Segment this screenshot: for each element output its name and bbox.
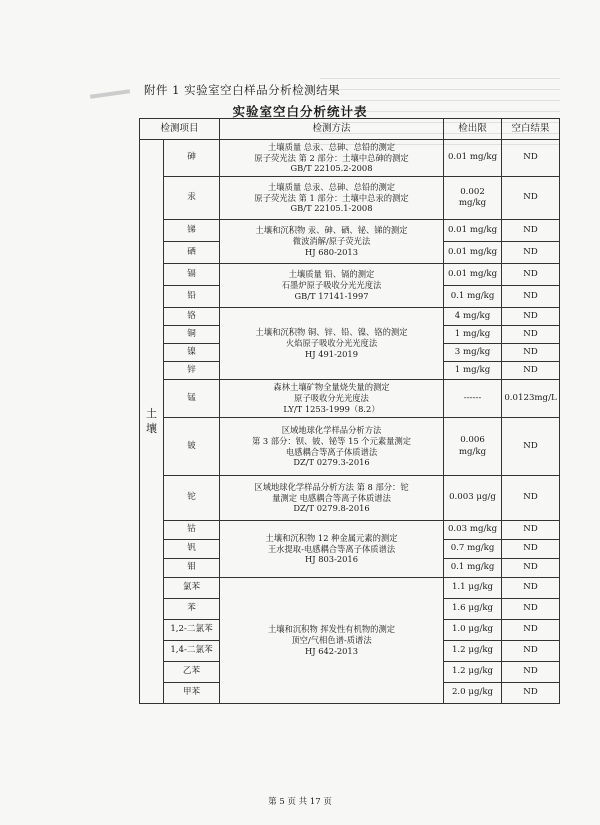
limit-cell: 0.1 mg/kg xyxy=(444,559,502,578)
limit-cell: 0.01 mg/kg xyxy=(444,264,502,286)
method-line: 原子荧光法 第 2 部分：土壤中总砷的测定 xyxy=(254,152,409,163)
method-cell xyxy=(220,220,444,264)
limit-cell: 1.6 μg/kg xyxy=(444,599,502,620)
item-cell: 砷 xyxy=(164,140,220,177)
method-line: 土壤和沉积物 挥发性有机物的测定 xyxy=(267,624,396,635)
result-cell: ND xyxy=(502,521,560,540)
limit-cell: 0.003 μg/g xyxy=(444,476,502,521)
item-cell: 铅 xyxy=(164,286,220,308)
appendix-title: 附件 1 实验室空白样品分析检测结果 xyxy=(144,83,341,97)
method-cell xyxy=(220,380,444,418)
item-cell: 铍 xyxy=(164,418,220,476)
table-row xyxy=(140,476,560,521)
method-line: HJ 680-2013 xyxy=(305,246,358,257)
limit-cell: 0.03 mg/kg xyxy=(444,521,502,540)
method-line: 区域地球化学样品分析方法 第 8 部分：铊 xyxy=(254,481,409,492)
table-row xyxy=(140,220,560,242)
result-cell: ND xyxy=(502,620,560,641)
method-line: 土壤和沉积物 铜、锌、铅、镍、铬的测定 xyxy=(255,327,408,338)
table-row xyxy=(140,177,560,220)
limit-cell: 1.2 μg/kg xyxy=(444,641,502,662)
header-item: 检测项目 xyxy=(140,119,220,140)
result-cell: ND xyxy=(502,683,560,704)
limit-cell: 2.0 μg/kg xyxy=(444,683,502,704)
limit-cell: 0.006 mg/kg xyxy=(444,418,502,476)
table-row xyxy=(140,308,560,326)
result-cell: ND xyxy=(502,220,560,242)
table-row xyxy=(140,380,560,418)
method-line: 微波消解/原子荧光法 xyxy=(292,236,371,247)
item-cell: 钒 xyxy=(164,540,220,559)
method-line: 土壤和沉积物 12 种金属元素的测定 xyxy=(265,532,398,543)
method-line: GB/T 17141-1997 xyxy=(294,290,369,301)
method-line: LY/T 1253-1999（8.2） xyxy=(283,403,380,414)
item-cell: 镉 xyxy=(164,264,220,286)
method-line: 王水提取-电感耦合等离子体质谱法 xyxy=(267,543,396,554)
table-title: 实验室空白分析统计表 xyxy=(232,104,368,119)
method-line: 原子荧光法 第 1 部分：土壤中总汞的测定 xyxy=(254,192,409,203)
result-cell: ND xyxy=(502,264,560,286)
item-cell: 铜 xyxy=(164,326,220,344)
result-cell: ND xyxy=(502,476,560,521)
item-cell: 锌 xyxy=(164,362,220,380)
result-cell: ND xyxy=(502,140,560,177)
item-cell: 汞 xyxy=(164,177,220,220)
result-cell: ND xyxy=(502,177,560,220)
result-cell: ND xyxy=(502,344,560,362)
blank-analysis-table xyxy=(139,118,560,704)
method-line: 石墨炉原子吸收分光光度法 xyxy=(281,280,382,291)
table-row xyxy=(140,578,560,599)
limit-cell: 0.01 mg/kg xyxy=(444,220,502,242)
limit-cell: 0.01 mg/kg xyxy=(444,140,502,177)
item-cell: 苯 xyxy=(164,599,220,620)
method-line: HJ 803-2016 xyxy=(305,554,358,565)
item-cell: 氯苯 xyxy=(164,578,220,599)
limit-cell: 0.002 mg/kg xyxy=(444,177,502,220)
method-line: 土壤和沉积物 汞、砷、硒、铋、锑的测定 xyxy=(255,225,408,236)
limit-cell: 1 mg/kg xyxy=(444,326,502,344)
item-cell: 锑 xyxy=(164,220,220,242)
header-method: 检测方法 xyxy=(220,119,444,140)
table-header-row xyxy=(140,119,560,140)
item-cell: 锰 xyxy=(164,380,220,418)
method-cell xyxy=(220,308,444,380)
method-line: 区域地球化学样品分析方法 xyxy=(281,424,382,435)
limit-cell: 1.1 μg/kg xyxy=(444,578,502,599)
item-cell: 铊 xyxy=(164,476,220,521)
item-cell: 1,4-二氯苯 xyxy=(164,641,220,662)
method-line: 量测定 电感耦合等离子体质谱法 xyxy=(272,492,391,503)
item-cell: 乙苯 xyxy=(164,662,220,683)
table-row xyxy=(140,264,560,286)
limit-cell: 1 mg/kg xyxy=(444,362,502,380)
method-line: 原子吸收分光光度法 xyxy=(294,393,369,404)
method-line: 火焰原子吸收分光光度法 xyxy=(285,338,378,349)
method-line: 土壤质量 总汞、总砷、总铅的测定 xyxy=(267,141,396,152)
item-cell: 甲苯 xyxy=(164,683,220,704)
header-result: 空白结果 xyxy=(502,119,560,140)
item-cell: 硒 xyxy=(164,242,220,264)
method-cell xyxy=(220,578,444,704)
result-cell: ND xyxy=(502,578,560,599)
method-line: GB/T 22105.2-2008 xyxy=(290,163,373,174)
item-cell: 镍 xyxy=(164,344,220,362)
result-cell: ND xyxy=(502,308,560,326)
method-cell xyxy=(220,418,444,476)
limit-cell: 3 mg/kg xyxy=(444,344,502,362)
limit-cell: 0.1 mg/kg xyxy=(444,286,502,308)
method-cell xyxy=(220,177,444,220)
method-cell xyxy=(220,140,444,177)
method-line: GB/T 22105.1-2008 xyxy=(290,203,373,214)
category-char: 土 xyxy=(146,407,157,421)
result-cell: 0.0123mg/L xyxy=(502,380,560,418)
limit-cell: 4 mg/kg xyxy=(444,308,502,326)
header-limit: 检出限 xyxy=(444,119,502,140)
result-cell: ND xyxy=(502,662,560,683)
result-cell: ND xyxy=(502,326,560,344)
item-cell: 钴 xyxy=(164,521,220,540)
category-cell xyxy=(140,140,164,704)
limit-cell: 0.7 mg/kg xyxy=(444,540,502,559)
item-cell: 钼 xyxy=(164,559,220,578)
method-line: 第 3 部分：钡、铍、铋等 15 个元素量测定 xyxy=(251,435,412,446)
category-char: 壤 xyxy=(146,421,157,435)
page-footer: 第 5 页 共 17 页 xyxy=(268,797,332,807)
method-line: DZ/T 0279.8-2016 xyxy=(293,503,370,514)
result-cell: ND xyxy=(502,286,560,308)
method-line: 土壤质量 总汞、总砷、总铅的测定 xyxy=(267,181,396,192)
item-cell: 铬 xyxy=(164,308,220,326)
limit-cell: 1.0 μg/kg xyxy=(444,620,502,641)
method-line: 土壤质量 铅、镉的测定 xyxy=(288,269,375,280)
table-row xyxy=(140,521,560,540)
result-cell: ND xyxy=(502,559,560,578)
method-line: HJ 491-2019 xyxy=(305,348,358,359)
method-line: 森林土壤矿物全量烧失量的测定 xyxy=(273,382,390,393)
result-cell: ND xyxy=(502,641,560,662)
method-line: DZ/T 0279.3-2016 xyxy=(293,457,370,468)
method-line: 顶空/气相色谱-质谱法 xyxy=(291,635,372,646)
method-line: 电感耦合等离子体质谱法 xyxy=(285,446,378,457)
result-cell: ND xyxy=(502,362,560,380)
limit-cell: ------ xyxy=(444,380,502,418)
method-cell xyxy=(220,521,444,578)
limit-cell: 1.2 μg/kg xyxy=(444,662,502,683)
result-cell: ND xyxy=(502,242,560,264)
method-cell xyxy=(220,264,444,308)
table-row xyxy=(140,418,560,476)
method-line: HJ 642-2013 xyxy=(305,645,358,656)
result-cell: ND xyxy=(502,599,560,620)
item-cell: 1,2-二氯苯 xyxy=(164,620,220,641)
result-cell: ND xyxy=(502,540,560,559)
result-cell: ND xyxy=(502,418,560,476)
method-cell xyxy=(220,476,444,521)
scan-smudge xyxy=(90,89,130,99)
limit-cell: 0.01 mg/kg xyxy=(444,242,502,264)
table-row xyxy=(140,140,560,177)
